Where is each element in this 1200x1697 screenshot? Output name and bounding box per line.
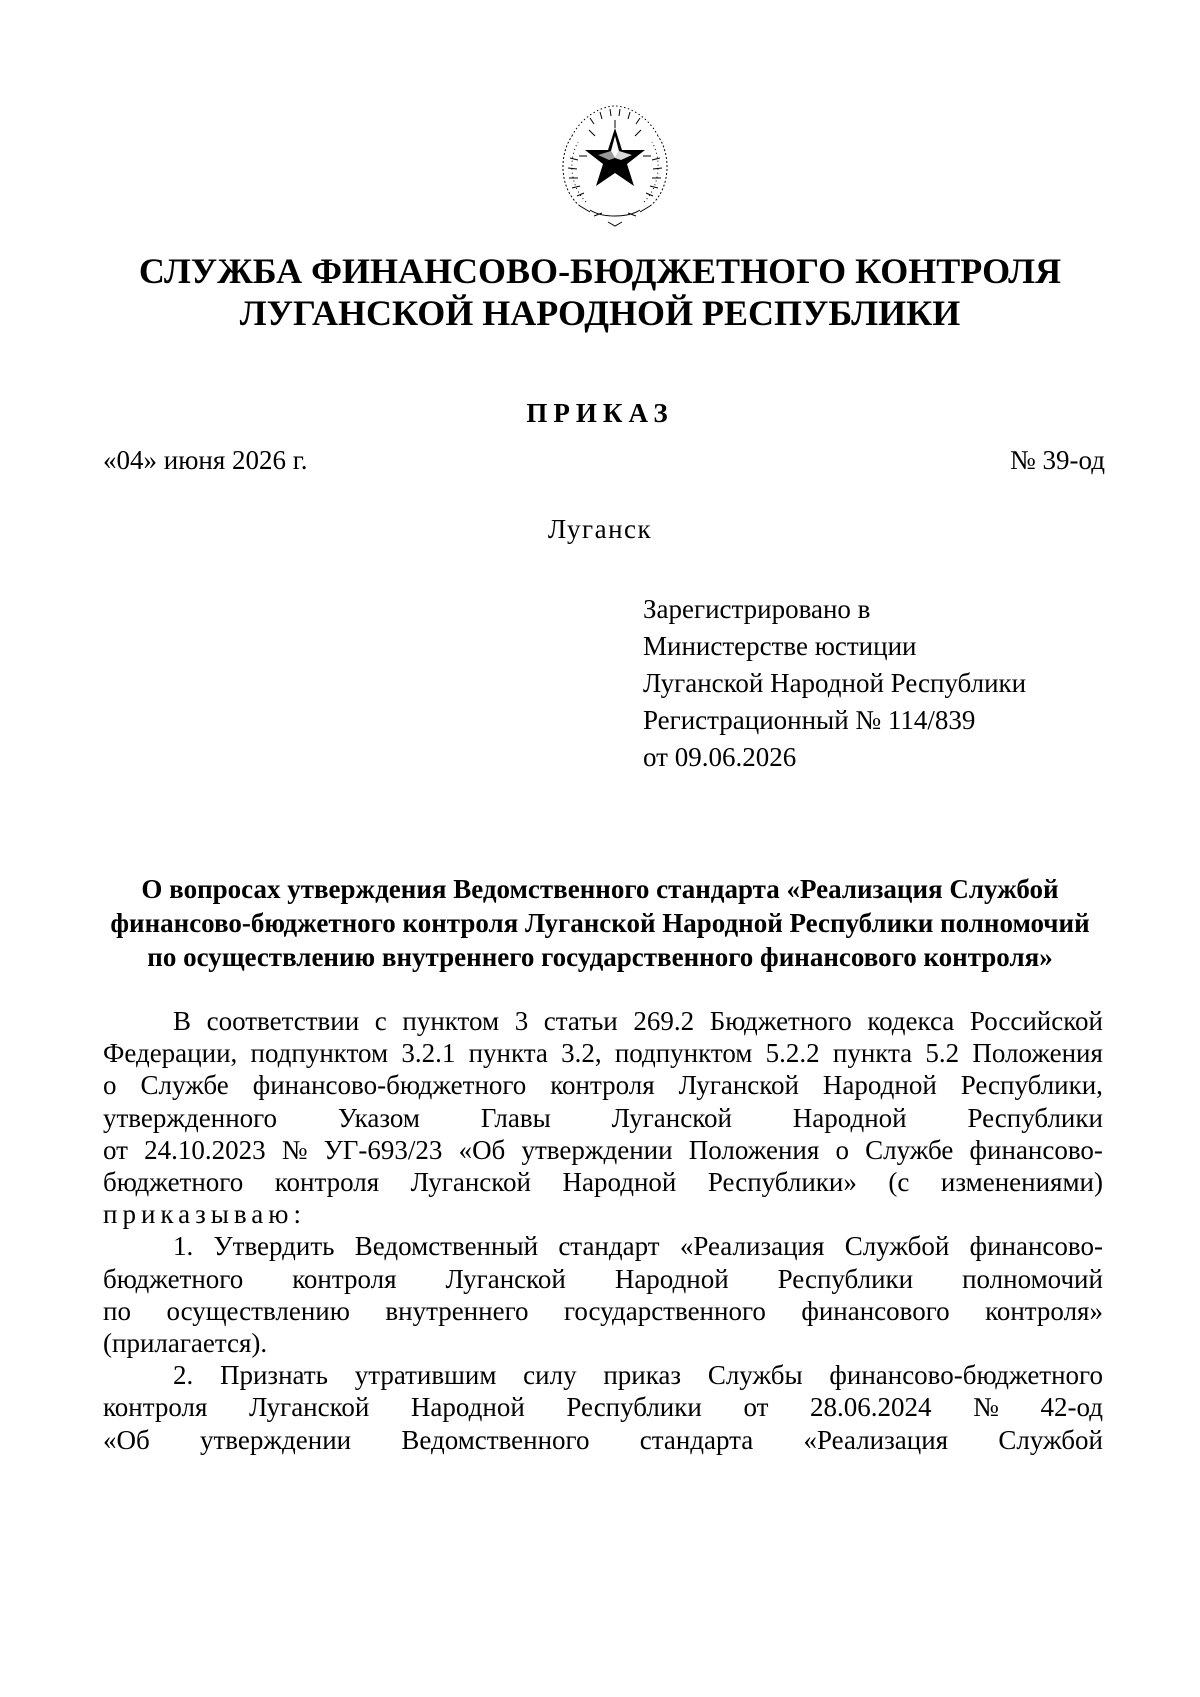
body-word: Российской [969,1006,1103,1036]
item1-line [103,1295,1103,1327]
document-city: Луганск [547,514,653,544]
registration-line: Министерстве юстиции [643,631,917,661]
body-word: бюджетного [103,1167,244,1198]
body-word: (с [888,1167,910,1198]
body-word: 28.06.2024 [810,1392,932,1423]
body-word: о [103,1070,117,1101]
body-word: кодекса [867,1006,955,1036]
body-word: Республики [566,1392,702,1423]
item2-line [103,1391,1103,1423]
body-word: от [103,1134,128,1165]
registration-line: Луганской Народной Республики [643,668,1027,698]
subject-line: финансово-бюджетного контроля Луганской Народной Республики полномочий [110,908,1090,938]
preamble-line [103,1037,1103,1069]
body-word: Ведомственного [401,1424,590,1455]
body-word: изменениями) [940,1167,1103,1198]
body-word: с [374,1006,387,1036]
body-word: 42-од [1040,1392,1103,1423]
body-word: утверждении [521,1134,673,1165]
body-word: подпунктом [250,1038,389,1069]
body-word: Ведомственный [354,1231,539,1262]
body-word: утвержденного [103,1102,278,1133]
body-word: Главы [480,1102,551,1133]
body-word: В [173,1006,192,1036]
body-word: Луганской [410,1167,531,1198]
body-word: Луганской [611,1102,732,1133]
document-subject [100,872,1100,974]
body-word: Народной [792,1102,907,1133]
body-word: Службой [998,1424,1103,1455]
subject-line: О вопросах утверждения Ведомственного стандарта «Реализация Службой [141,874,1059,904]
body-word: № [281,1134,308,1165]
body-word: Народной [562,1167,677,1198]
body-word: по [103,1295,131,1326]
body-word: контроля [274,1167,380,1198]
body-word: Признать [219,1360,328,1391]
body-word: 24.10.2023 [144,1134,266,1165]
body-word: бюджетного [103,1263,244,1294]
body-word: Положения [688,1134,820,1165]
body-word: Службой [844,1231,950,1262]
body-word: полномочий [962,1263,1103,1294]
body-word: утратившим [354,1360,497,1391]
body-word: 3 [514,1006,529,1036]
item1-line [103,1263,1103,1295]
preamble-line [103,1166,1103,1198]
body-word: 3.2, [561,1038,602,1069]
body-word: Республики» [707,1167,857,1198]
item1-line [103,1230,1103,1262]
body-word: подпунктом [614,1038,753,1069]
body-word: Положения [972,1038,1103,1069]
body-word: Службы [707,1360,803,1391]
body-word: Луганской [445,1263,566,1294]
body-word: осуществлению [166,1295,350,1326]
body-word: контроля [292,1263,397,1294]
body-word: финансово- [969,1231,1103,1262]
order-verb: приказываю: [103,1199,306,1230]
body-word: 2. [173,1360,194,1391]
body-word: (прилагается). [103,1328,268,1359]
body-word: финансово-бюджетного [252,1070,527,1101]
registration-line: Зарегистрировано в [643,594,871,624]
body-word: «Об [458,1134,506,1165]
preamble-line [103,1102,1103,1134]
body-word: Утвердить [213,1231,335,1262]
body-word: контроля [103,1392,208,1423]
registration-stamp [643,591,1026,776]
body-word: 1. [173,1231,194,1262]
body-word: № [973,1392,999,1423]
organization-title-line2: ЛУГАНСКОЙ НАРОДНОЙ РЕСПУБЛИКИ [239,293,961,333]
body-word: Народной [822,1070,937,1101]
body-word: 5.2.2 [765,1038,820,1069]
item2-line [103,1424,1103,1456]
body-word: 5.2 [925,1038,960,1069]
organization-title-line1: СЛУЖБА ФИНАНСОВО-БЮДЖЕТНОГО КОНТРОЛЯ [138,251,1062,291]
body-word: пунктом [402,1006,500,1036]
body-word: 269.2 [633,1006,695,1036]
item1-line [103,1327,1103,1359]
document-body [103,1005,1103,1456]
body-word: Луганской [678,1070,799,1101]
body-word: Федерации, [103,1038,238,1069]
body-word: УГ-693/23 [323,1134,443,1165]
body-word: пункта [832,1038,913,1069]
body-word: силу [523,1360,577,1391]
document-date: «04» июня 2026 г. [103,445,308,475]
body-word: Народной [410,1392,525,1423]
body-word: соответствии [206,1006,360,1036]
body-word: от [743,1392,769,1423]
body-word: Бюджетного [709,1006,852,1036]
document-type: ПРИКАЗ [526,398,674,428]
organization-title [100,250,1100,334]
registration-line: Регистрационный № 114/839 [643,705,976,735]
body-word: «Реализация [803,1424,949,1455]
registration-line: от 09.06.2026 [643,742,797,772]
document-number: № 39-од [1010,445,1105,475]
body-word: Республики [967,1102,1103,1133]
body-word: финансового [801,1295,950,1326]
body-word: 3.2.1 [401,1038,456,1069]
body-word: государственного [563,1295,766,1326]
body-word: финансово-бюджетного [829,1360,1103,1391]
subject-line: по осуществлению внутреннего государственного финансового контроля» [147,942,1053,972]
body-word: «Реализация [679,1231,825,1262]
item2-line [103,1359,1103,1391]
lpr-coat-of-arms-star-icon [550,98,680,234]
body-word: утверждении [200,1424,352,1455]
body-word: стандарта [639,1424,754,1455]
body-word: пункта [468,1038,548,1069]
preamble-line [103,1069,1103,1101]
body-word: внутреннего [385,1295,529,1326]
body-word: статьи [543,1006,618,1036]
body-word: «Об [103,1424,150,1455]
body-word: о [835,1134,849,1165]
preamble-line [103,1005,1103,1037]
body-word: Республики, [960,1070,1103,1101]
body-word: контроля [550,1070,655,1101]
body-word: финансово- [969,1134,1103,1165]
body-word: Службе [865,1134,954,1165]
body-word: Республики [777,1263,914,1294]
preamble-line [103,1134,1103,1166]
body-word: Народной [614,1263,729,1294]
body-word: контроля» [985,1295,1103,1326]
body-word: Службе [140,1070,229,1101]
body-word: приказ [603,1360,682,1391]
body-word: Луганской [248,1392,370,1423]
body-word: Указом [337,1102,420,1133]
body-word: стандарт [558,1231,660,1262]
